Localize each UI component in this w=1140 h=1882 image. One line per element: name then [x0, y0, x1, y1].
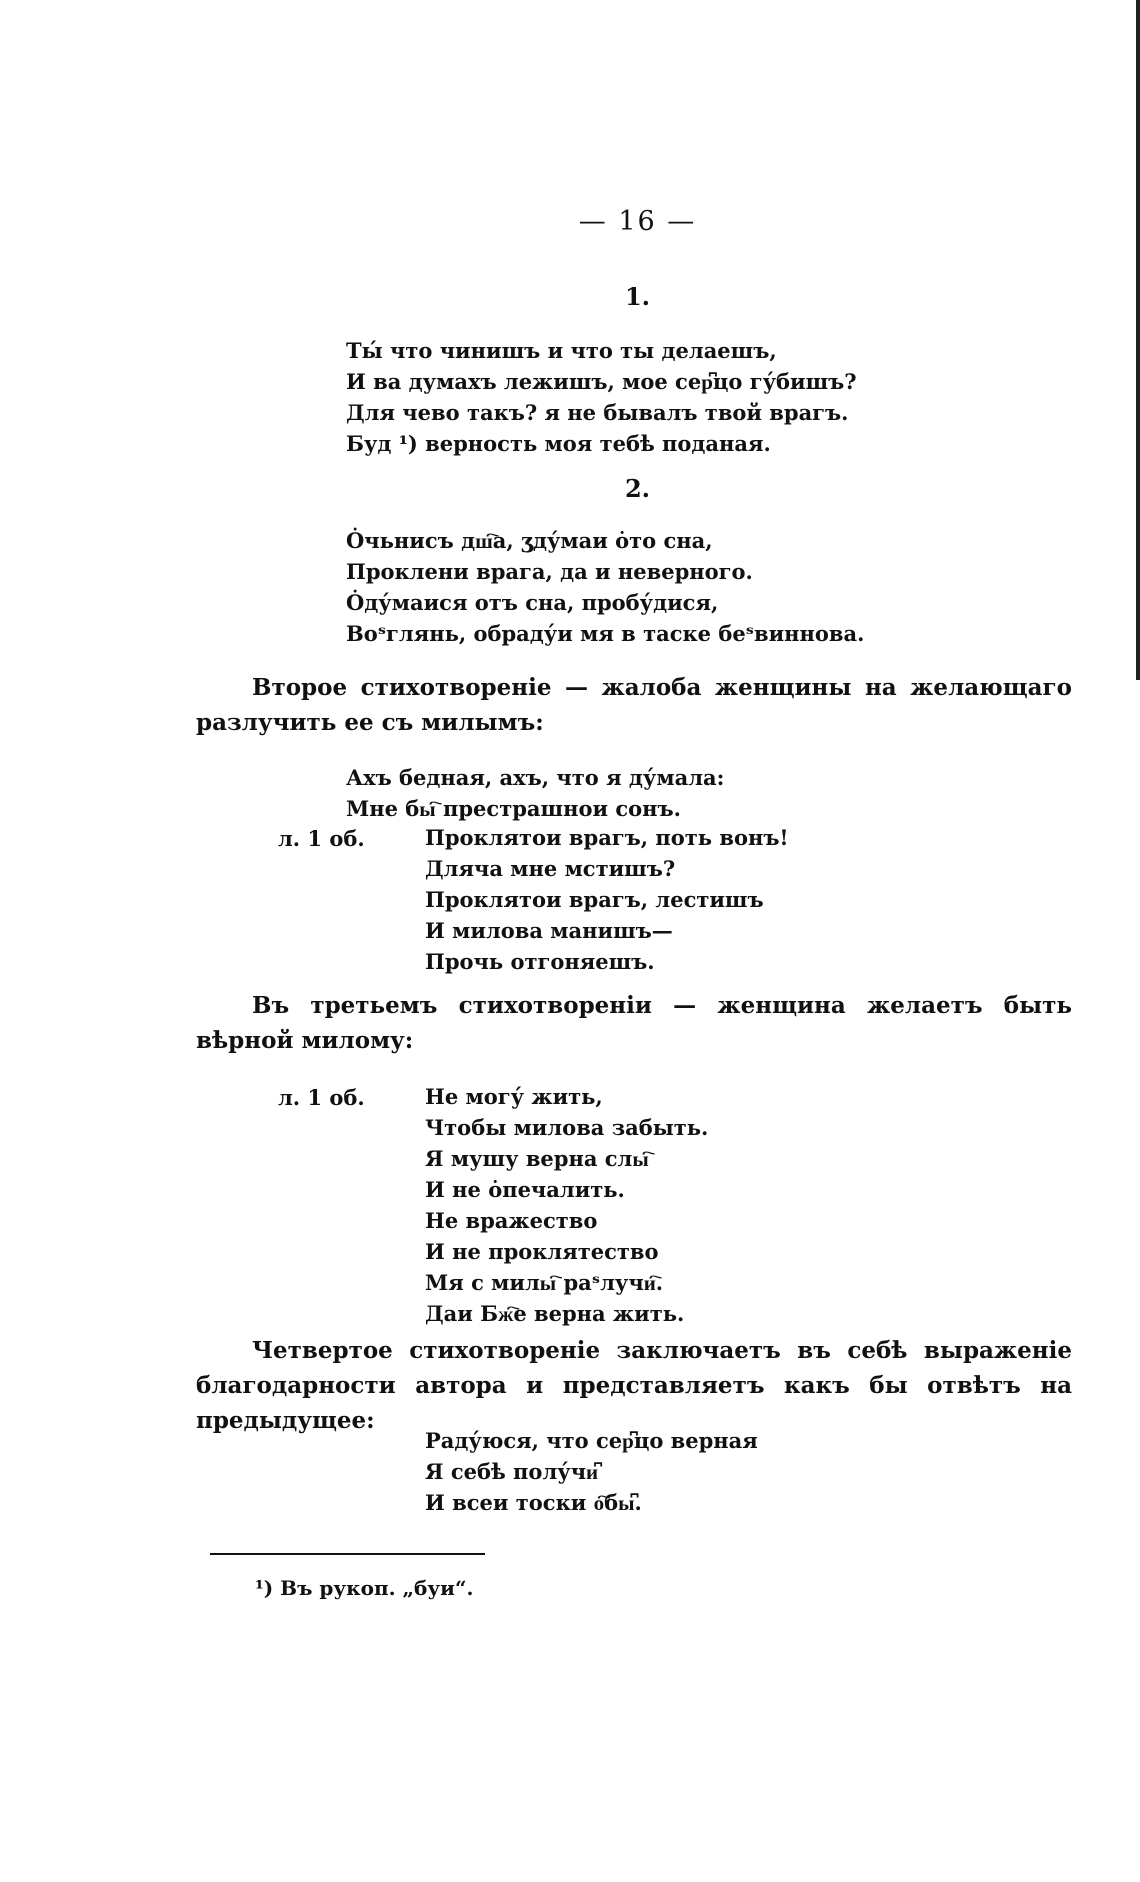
poem-number-2: 2.: [624, 474, 651, 503]
verse-line: Проклятои врагъ, поть вонъ!: [425, 825, 789, 850]
verse-line: Раду́юся, что сер͆цо верная: [425, 1428, 758, 1453]
poem-4: [425, 1081, 708, 1329]
paragraph-text: Четвертое стихотворенiе заключаетъ въ себѣ выраженiе благодарности автора и представляетъ какъ бы отвѣтъ на предыдущее:: [196, 1337, 1072, 1434]
poem-1: [346, 335, 857, 459]
verse-line: Буд ¹) верность моя тебѣ поданая.: [346, 431, 771, 456]
verse-line: И милова манишъ—: [425, 918, 673, 943]
verse-line: Проклятои врагъ, лестишъ: [425, 887, 764, 912]
margin-note: л. 1 об.: [278, 826, 365, 851]
verse-line: Не вражество: [425, 1208, 598, 1233]
verse-line: Проклени врага, да и неверного.: [346, 559, 753, 584]
verse-line: Я себѣ полу́чи͆: [425, 1459, 599, 1484]
verse-line: Чтобы милова забыть.: [425, 1115, 709, 1140]
verse-line: Ȯчьнисъ дш҇а, ʒду́маи ȯто сна,: [346, 528, 713, 553]
verse-line: Даи Бж҇е верна жить.: [425, 1301, 685, 1326]
verse-line: Прочь отгоняешъ.: [425, 949, 655, 974]
verse-line: Для чево такъ? я не бывалъ твой врагъ.: [346, 400, 849, 425]
margin-note: л. 1 об.: [278, 1085, 365, 1110]
verse-line: Ты́ что чинишъ и что ты делаешъ,: [346, 338, 777, 363]
footnote: ¹) Въ рукоп. „буи“.: [255, 1576, 474, 1600]
verse-line: И ва думахъ лежишъ, мое сер͆цо гу́бишъ?: [346, 369, 857, 394]
verse-line: Мя с милы҇ раˢлучи҇.: [425, 1270, 664, 1295]
verse-line: Ахъ бедная, ахъ, что я ду́мала:: [346, 765, 725, 790]
verse-line: И не проклятество: [425, 1239, 659, 1264]
verse-line: Ȯду́маися отъ сна, пробу́дися,: [346, 590, 719, 615]
page-edge-line: [1136, 0, 1140, 680]
poem-5: [425, 1425, 758, 1518]
verse-line: И всеи тоски о҇бы͆.: [425, 1490, 642, 1515]
poem-3-top: [346, 762, 724, 824]
poem-number-1: 1.: [624, 282, 651, 311]
verse-line: Воˢглянь, обраду́и мя в таске беˢвиннова.: [346, 621, 865, 646]
verse-line: И не ȯпечалить.: [425, 1177, 625, 1202]
verse-line: Мне бы҇ престрашнои сонъ.: [346, 796, 681, 821]
paragraph-2: [196, 988, 1072, 1058]
verse-line: Длячa мне мстишъ?: [425, 856, 676, 881]
paragraph-text: Въ третьемъ стихотворенiи — женщина желаетъ быть вѣрной милому:: [196, 992, 1072, 1054]
poem-2: [346, 525, 864, 649]
paragraph-3: [196, 1333, 1072, 1438]
verse-line: Я мушу верна слы҇: [425, 1146, 649, 1171]
paragraph-text: Второе стихотворенiе — жалоба женщины на желающаго разлучить ее съ милымъ:: [196, 674, 1072, 736]
paragraph-1: [196, 670, 1072, 740]
verse-line: Не могу́ жить,: [425, 1084, 603, 1109]
page-number: — 16 —: [578, 206, 697, 237]
poem-3: [425, 822, 789, 977]
footnote-rule: [210, 1553, 485, 1555]
